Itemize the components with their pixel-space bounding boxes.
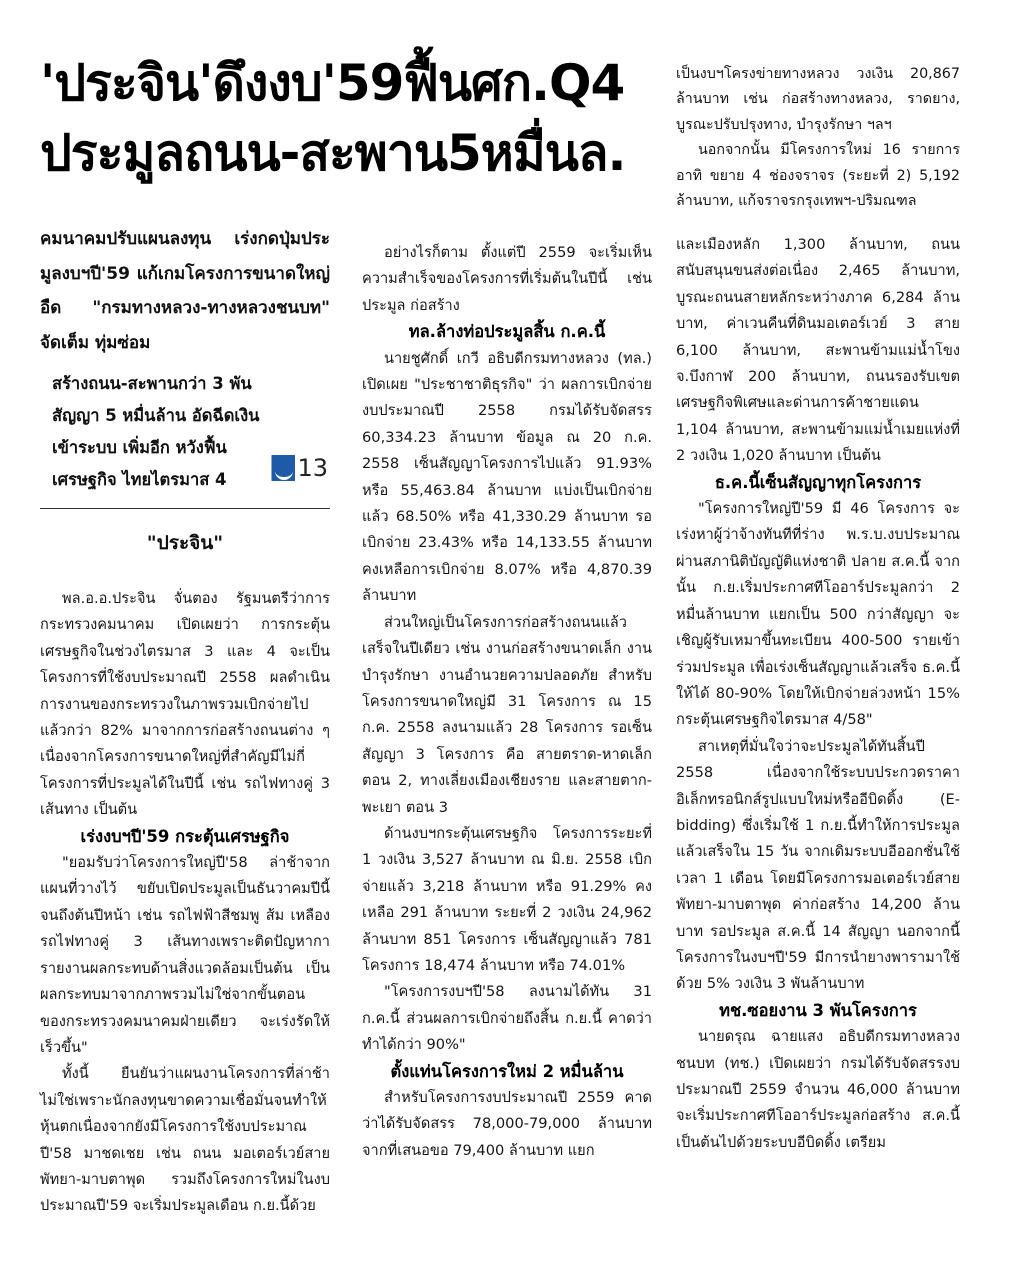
paragraph: ทั้งนี้ ยืนยันว่าแผนงานโครงการที่ล่าช้าไม่ใช่เพราะนักลงทุนขาดความเชื่อมั่นจนทำให้หุ้นตกเนื่องจากยังมีโครงการใช้งบประมาณปี'58 มาชดเชย เช่น ถนน มอเตอร์เวย์สายพัทยา-มาบตาพุด รวมถึงโครงการใหม่ในงบประมาณปี'59 จะเริ่มประมูลเดือน ก.ย.นี้ด้วย [40,1065,330,1215]
paragraph: และเมืองหลัก 1,300 ล้านบาท, ถนนสนับสนุนขนส่งต่อเนื่อง 2,465 ล้านบาท, บูรณะถนนสายหลักระหว่างภาค 6,284 ล้านบาท, ค่าเวนคืนที่ดินมอเตอร์เวย์ 3 สาย 6,100 ล้านบาท, สะพานข้ามแม่น้ำโขง จ.บึงกาฬ 200 ล้านบาท, ถนนรองรับเขตเศรษฐกิจพิเศษและด่านการค้าชายแดน 1,104 ล้านบาท, สะพานข้ามแม่น้ำเมยแห่งที่ 2 วงเงิน 1,020 ล้านบาท เป็นต้น [676,236,960,465]
paragraph: อย่างไรก็ตาม ตั้งแต่ปี 2559 จะเริ่มเห็นความสำเร็จของโครงการที่เริ่มต้นในปีนี้ เช่น ประมูล ก่อสร้าง [362,244,652,314]
intro-lead: คมนาคมปรับแผนลงทุน เร่งกดปุ่มประมูลงบฯปี'59 แก้เกมโครงการขนาดใหญ่อืด "กรมทางหลวง-ทางหลวงชนบท" จัดเต็ม ทุ่มซ่อม [40,229,330,353]
subheading: เร่งงบฯปี'59 กระตุ้นเศรษฐกิจ [80,826,290,846]
article-column-1 [40,586,330,1220]
subheading: ทล.ล้างท่อประมูลสิ้น ก.ค.นี้ [408,322,606,342]
article-column-2 [362,240,652,1164]
subheading: ทช.ซอยงาน 3 พันโครงการ [719,1000,917,1020]
headline [40,48,660,188]
paragraph: นายดรุณ ฉายแสง อธิบดีกรมทางหลวงชนบท (ทช.) เปิดเผยว่า กรมได้รับจัดสรรงบประมาณปี 2559 จำนวน 46,000 ล้านบาท จะเริ่มประกาศทีโออาร์ประมูลก่อสร้าง ส.ค.นี้เป็นต้นไปด้วยระบบอีบิดดิ้ง เตรียม [676,1028,960,1151]
headline-line-1: 'ประจิน'ดึงงบ'59ฟื้นศก.Q4 [40,54,625,112]
article-column-3-top [676,62,960,215]
column-title: "ประจิน" [146,532,224,554]
paragraph: สาเหตุที่มั่นใจว่าจะประมูลได้ทันสิ้นปี 2558 เนื่องจากใช้ระบบประกวดราคาอิเล็กทรอนิกส์รูปแบบใหม่หรืออีบิดดิ้ง (E-bidding) ซึ่งเริ่มใช้ 1 ก.ย.นี้ทำให้การประมูลแล้วเสร็จใน 15 วัน จากเดิมระบบอีออกชั่นใช้เวลา 1 เดือน โดยมีโครงการมอเตอร์เวย์สายพัทยา-มาบตาพุด ค่าก่อสร้าง 14,200 ล้านบาท รอประมูล ส.ค.นี้ 14 สัญญา นอกจากนี้ โครงการในงบฯปี'59 มีการนำยางพารามาใช้ด้วย 5% วงเงิน 3 พันล้านบาท [676,737,960,993]
summary-text: สร้างถนน-สะพานกว่า 3 พันสัญญา 5 หมื่นล้าน อัดฉีดเงินเข้าระบบ เพิ่มอีก หวังฟื้นเศรษฐกิจ ไทยไตรมาส 4 [52,374,260,489]
paragraph: เป็นงบฯโครงข่ายทางหลวง วงเงิน 20,867 ล้านบาท เช่น ก่อสร้างทางหลวง, ราดยาง, บูรณะปรับปรุงทาง, บำรุงรักษา ฯลฯ [676,66,960,133]
paragraph: "โครงการงบฯปี'58 ลงนามได้ทัน 31 ก.ค.นี้ ส่วนผลการเบิกจ่ายถึงสิ้น ก.ย.นี้ คาดว่าทำได้กว่า 90%" [362,983,652,1054]
paragraph: "โครงการใหญ่ปี'59 มี 46 โครงการ จะเร่งหาผู้ว่าจ้างทันทีที่ร่าง พ.ร.บ.งบประมาณผ่านสภานิติบัญญัติแห่งชาติ ปลาย ส.ค.นี้ จากนั้น ก.ย.เริ่มประกาศทีโออาร์ประมูลกว่า 2 หมื่นล้านบาท แยกเป็น 500 กว่าสัญญา จะเชิญผู้รับเหมาขึ้นทะเบียน 400-500 รายเข้าร่วมประมูล เพื่อเร่งเซ็นสัญญาแล้วเสร็จ ธ.ค.นี้ให้ได้ 80-90% โดยให้เบิกจ่ายล่วงหน้า 15% กระตุ้นเศรษฐกิจไตรมาส 4/58" [676,500,960,729]
paragraph: สำหรับโครงการงบประมาณปี 2559 คาดว่าได้รับจัดสรร 78,000-79,000 ล้านบาท จากที่เสนอขอ 79,400 ล้านบาท แยก [362,1089,652,1159]
paragraph: นอกจากนั้น มีโครงการใหม่ 16 รายการ อาทิ ขยาย 4 ช่องจราจร (ระยะที่ 2) 5,192 ล้านบาท, แก้จราจรกรุงเทพฯ-ปริมณฑล [676,142,960,210]
paragraph: "ยอมรับว่าโครงการใหญ่ปี'58 ล่าช้าจากแผนที่วางไว้ ขยับเปิดประมูลเป็นธันวาคมปีนี้จนถึงต้นปีหน้า เช่น รถไฟฟ้าสีชมพู ส้ม เหลือง รถไฟทางคู่ 3 เส้นทางเพราะติดปัญหาการายงานผลกระทบด้านสิ่งแวดล้อมเป็นต้น เป็นผลกระทบมาจากภาพรวมไม่ใช่จากขั้นตอนของกระทรวงคมนาคมฝ่ายเดียว จะเร่งรัดให้เร็วขึ้น" [40,854,330,1056]
page-number: 13 [297,454,328,482]
continued-page-icon [271,455,295,481]
paragraph: นายชูศักดิ์ เกวี อธิบดีกรมทางหลวง (ทล.) เปิดเผย "ประชาชาติธุรกิจ" ว่า ผลการเบิกจ่ายงบประมาณปี 2558 กรมได้รับจัดสรร 60,334.23 ล้านบาท ข้อมูล ณ 20 ก.ค. 2558 เซ็นสัญญาโครงการไปแล้ว 91.93% หรือ 55,463.84 ล้านบาท แบ่งเป็นเบิกจ่ายแล้ว 68.50% หรือ 41,330.29 ล้านบาท รอเบิกจ่าย 23.43% หรือ 14,133.55 ล้านบาท คงเหลือการเบิกจ่าย 8.07% หรือ 4,870.39 ล้านบาท [362,349,652,605]
paragraph: ส่วนใหญ่เป็นโครงการก่อสร้างถนนแล้วเสร็จในปีเดียว เช่น งานก่อสร้างขนาดเล็ก งานบำรุงรักษา งานอำนวยความปลอดภัย สำหรับโครงการขนาดใหญ่มี 31 โครงการ ณ 15 ก.ค. 2558 ลงนามแล้ว 28 โครงการ รอเซ็นสัญญา 3 โครงการ คือ สายตราด-หาดเล็ก ตอน 2, ทางเลี่ยงเมืองเชียงราย และสายตาก-พะเยา ตอน 3 [362,613,652,816]
summary-box [40,368,330,509]
paragraph: ด้านงบฯกระตุ้นเศรษฐกิจ โครงการระยะที่ 1 วงเงิน 3,527 ล้านบาท ณ มิ.ย. 2558 เบิกจ่ายแล้ว 3,218 ล้านบาท หรือ 91.29% คงเหลือ 291 ล้านบาท ระยะที่ 2 วงเงิน 24,962 ล้านบาท 851 โครงการ เซ็นสัญญาแล้ว 781 โครงการ 18,474 ล้านบาท หรือ 74.01% [362,824,652,974]
headline-line-2: ประมูลถนน-สะพาน5หมื่นล. [40,124,626,182]
subheading: ธ.ค.นี้เซ็นสัญญาทุกโครงการ [714,472,922,492]
subheading: ตั้งแท่นโครงการใหม่ 2 หมื่นล้าน [390,1061,624,1081]
paragraph: พล.อ.อ.ประจิน จั่นตอง รัฐมนตรีว่าการกระทรวงคมนาคม เปิดเผยว่า การกระตุ้นเศรษฐกิจในช่วงไตรมาส 3 และ 4 จะเป็นโครงการที่ใช้งบประมาณปี 2558 ผลดำเนินการงานของกระทรวงในภาพรวมเบิกจ่ายไปแล้วกว่า 82% มาจากการก่อสร้างถนนต่าง ๆ เนื่องจากโครงการขนาดใหญ่ที่สำคัญมีไม่กี่โครงการที่ประมูลได้ในปีนี้ เช่น รถไฟทางคู่ 3 เส้นทาง เป็นต้น [40,590,330,819]
page-reference [271,454,328,482]
article-column-3 [676,232,960,1156]
